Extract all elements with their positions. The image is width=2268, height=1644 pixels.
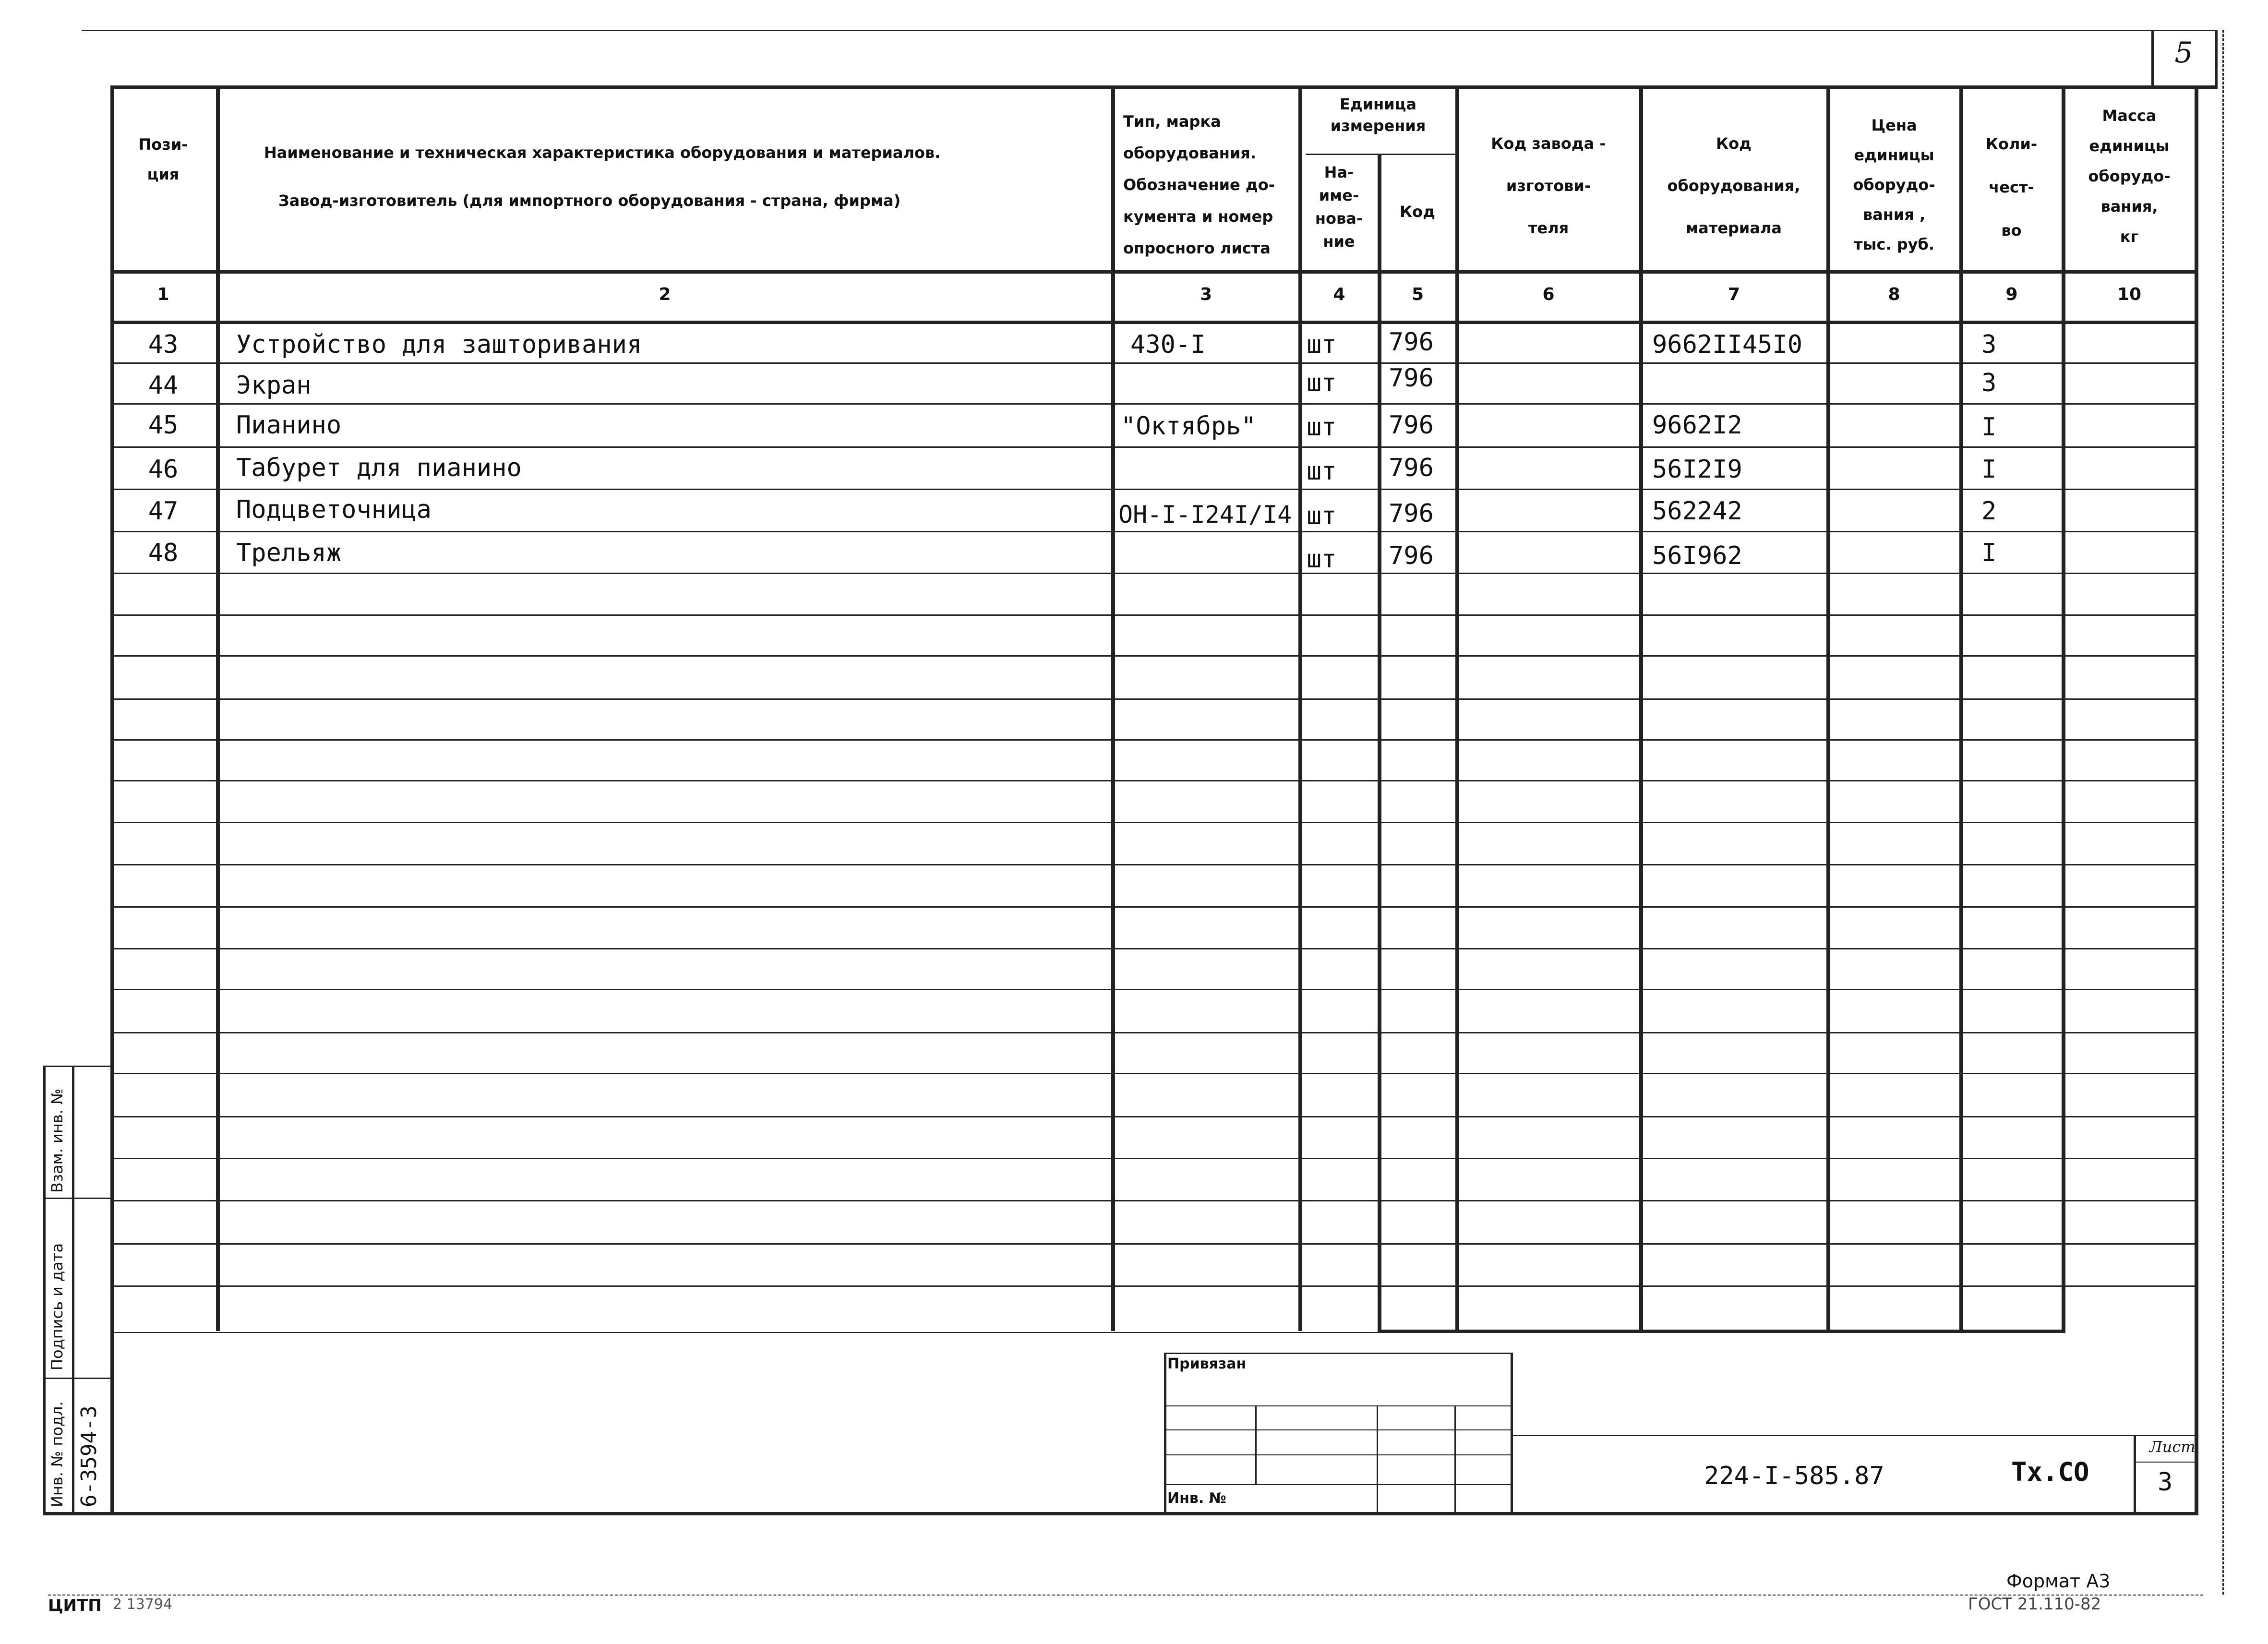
table-right-border bbox=[2195, 85, 2198, 1513]
row-rule bbox=[110, 531, 2195, 532]
column-number: 7 bbox=[1728, 285, 1740, 304]
side-label-sign-date: Подпись и дата bbox=[48, 1243, 66, 1370]
cell-type: "Октябрь" bbox=[1121, 412, 1256, 441]
side-strip-top bbox=[43, 1066, 110, 1067]
row-rule bbox=[110, 1116, 2195, 1117]
colnum-bottom-line bbox=[110, 321, 2195, 324]
col-line-3 bbox=[1298, 85, 1302, 1331]
cell-name: Табурет для пианино bbox=[236, 454, 522, 482]
row-rule bbox=[110, 822, 2195, 823]
row-rule bbox=[110, 362, 2195, 364]
cell-position: 46 bbox=[148, 455, 179, 484]
row-rule bbox=[110, 1158, 2195, 1159]
header-bottom-line bbox=[110, 270, 2195, 274]
cell-quantity: I bbox=[1981, 539, 1997, 567]
stamp-col-3 bbox=[1454, 1405, 1456, 1513]
stamp-attached-top bbox=[1164, 1353, 1512, 1354]
row-rule bbox=[110, 1032, 2195, 1033]
header-unit-group: Единица измерения bbox=[1330, 95, 1426, 135]
cell-unit: шт bbox=[1307, 413, 1337, 442]
sheet-label: Лист bbox=[2149, 1438, 2196, 1456]
column-number: 8 bbox=[1888, 285, 1900, 304]
cell-equipment-code: 56I962 bbox=[1652, 541, 1742, 570]
header-position: Пози- ция bbox=[138, 135, 188, 183]
stamp-inv-label: Инв. № bbox=[1167, 1490, 1226, 1507]
cell-unit-code: 796 bbox=[1389, 328, 1434, 357]
row-rule bbox=[110, 739, 2195, 741]
column-number: 9 bbox=[2005, 285, 2018, 304]
stamp-attached-label: Привязан bbox=[1167, 1356, 1247, 1372]
table-end-line bbox=[110, 1332, 1378, 1333]
column-number: 3 bbox=[1200, 285, 1212, 304]
cell-unit: шт bbox=[1307, 457, 1337, 486]
cell-unit: шт bbox=[1307, 545, 1337, 574]
sheet-value: 3 bbox=[2158, 1468, 2173, 1497]
doc-code: 224-I-585.87 bbox=[1704, 1462, 1884, 1490]
cell-name: Устройство для зашторивания bbox=[236, 330, 642, 359]
row-rule bbox=[110, 403, 2195, 405]
column-number: 10 bbox=[2117, 285, 2142, 304]
stamp-left bbox=[1164, 1353, 1166, 1513]
column-number: 4 bbox=[1333, 285, 1345, 304]
stamp-line-2 bbox=[1164, 1429, 1512, 1430]
footer-dash-line bbox=[48, 1595, 2203, 1596]
doc-mark: Тх.СО bbox=[2011, 1457, 2089, 1487]
row-rule bbox=[110, 614, 2195, 616]
cell-type: 430-I bbox=[1130, 330, 1206, 359]
header-name: Наименование и техническая характеристика оборудования и материалов. Завод-изготовитель (для импортного оборудования - страна, фирма) bbox=[264, 144, 941, 210]
column-number: 2 bbox=[659, 285, 671, 304]
side-label-interchange: Взам. инв. № bbox=[48, 1088, 66, 1193]
header-mass: Масса единицы оборудо- вания, кг bbox=[2088, 107, 2171, 246]
side-strip-divider-2 bbox=[43, 1378, 110, 1379]
row-rule bbox=[110, 655, 2195, 657]
cell-unit-code: 796 bbox=[1389, 411, 1434, 440]
sheet-cell-left bbox=[2134, 1435, 2136, 1513]
cell-position: 45 bbox=[148, 411, 179, 440]
stamp-line-4 bbox=[1164, 1484, 1512, 1485]
right-cut-line bbox=[2222, 30, 2224, 1595]
row-rule bbox=[110, 1285, 2195, 1287]
column-number: 5 bbox=[1411, 285, 1424, 304]
frame-bottom-border bbox=[43, 1512, 2198, 1515]
side-inv-value: 6-3594-3 bbox=[77, 1405, 101, 1507]
cell-equipment-code: 9662I2 bbox=[1652, 411, 1742, 440]
footer-left-num: 2 13794 bbox=[113, 1596, 173, 1613]
stamp-col-1 bbox=[1255, 1405, 1257, 1485]
footer-left: ЦИТП bbox=[48, 1596, 102, 1615]
row-rule bbox=[110, 989, 2195, 990]
cell-position: 48 bbox=[148, 539, 179, 567]
row-rule bbox=[110, 1073, 2195, 1074]
sheet-cell-divider bbox=[2134, 1462, 2196, 1463]
col-line-8 bbox=[1959, 85, 1963, 1332]
cell-name: Экран bbox=[236, 371, 312, 400]
cell-position: 47 bbox=[148, 497, 179, 526]
side-strip-divider-1 bbox=[43, 1198, 110, 1199]
col-line-9 bbox=[2062, 85, 2065, 1332]
column-number: 6 bbox=[1542, 285, 1555, 304]
cell-quantity: I bbox=[1981, 455, 1997, 484]
header-price: Цена единицы оборудо- вания , тыс. руб. bbox=[1853, 116, 1935, 253]
side-label-inv-orig: Инв. № подл. bbox=[48, 1401, 66, 1507]
cell-name: Пианино bbox=[236, 411, 342, 440]
col-line-2 bbox=[1111, 85, 1115, 1331]
cell-unit: шт bbox=[1307, 369, 1337, 397]
col-line-7 bbox=[1826, 85, 1830, 1332]
cell-position: 44 bbox=[148, 371, 179, 400]
side-strip-inner bbox=[72, 1066, 74, 1512]
cell-unit-code: 796 bbox=[1389, 541, 1434, 570]
row-rule bbox=[110, 1243, 2195, 1245]
cell-position: 43 bbox=[148, 330, 179, 359]
row-rule bbox=[110, 864, 2195, 865]
header-unit-name: На- име- нова- ние bbox=[1315, 163, 1363, 251]
col-line-1 bbox=[216, 85, 220, 1331]
cell-quantity: I bbox=[1981, 413, 1997, 442]
row-rule bbox=[110, 906, 2195, 908]
header-mfr-code: Код завода - изготови- теля bbox=[1491, 134, 1606, 237]
cell-equipment-code: 562242 bbox=[1652, 497, 1742, 526]
footer-format: Формат А3 bbox=[2006, 1571, 2111, 1592]
row-rule bbox=[110, 573, 2195, 574]
stamp-col-2 bbox=[1377, 1405, 1378, 1513]
cell-unit-code: 796 bbox=[1389, 454, 1434, 482]
cell-equipment-code: 56I2I9 bbox=[1652, 455, 1742, 484]
row-rule bbox=[110, 780, 2195, 781]
header-unit-code: Код bbox=[1400, 203, 1435, 221]
doc-code-top bbox=[1512, 1435, 2198, 1436]
stamp-line-1 bbox=[1164, 1405, 1512, 1406]
header-type: Тип, марка оборудования. Обозначение до- кумента и номер опросного листа bbox=[1123, 112, 1275, 257]
column-number: 1 bbox=[157, 285, 169, 304]
cell-unit: шт bbox=[1307, 330, 1337, 359]
header-quantity: Коли- чест- во bbox=[1985, 135, 2038, 240]
cell-equipment-code: 9662II45I0 bbox=[1652, 330, 1803, 359]
col-line-5 bbox=[1455, 85, 1459, 1332]
code-block-bottom bbox=[1378, 1330, 2065, 1333]
cell-quantity: 3 bbox=[1981, 369, 1997, 397]
sheet-number: 5 bbox=[2174, 36, 2193, 70]
row-rule bbox=[110, 698, 2195, 700]
row-rule bbox=[110, 489, 2195, 490]
cell-unit-code: 796 bbox=[1389, 364, 1434, 393]
header-equipment-code: Код оборудования, материала bbox=[1667, 134, 1800, 237]
stamp-right bbox=[1511, 1353, 1513, 1513]
table-top-border bbox=[110, 85, 2218, 89]
top-border-line bbox=[82, 30, 2218, 31]
cell-name: Трельяж bbox=[236, 539, 342, 567]
cell-name: Подцветочница bbox=[236, 495, 432, 524]
col-line-6 bbox=[1639, 85, 1643, 1332]
side-strip-outer bbox=[43, 1066, 46, 1512]
row-rule bbox=[110, 1200, 2195, 1201]
col-line-4 bbox=[1378, 154, 1381, 1332]
cell-quantity: 3 bbox=[1981, 330, 1997, 359]
stamp-line-3 bbox=[1164, 1454, 1512, 1455]
cell-unit-code: 796 bbox=[1389, 499, 1434, 528]
cell-unit: шт bbox=[1307, 502, 1337, 530]
row-rule bbox=[110, 446, 2195, 448]
cell-quantity: 2 bbox=[1981, 497, 1997, 526]
row-rule bbox=[110, 948, 2195, 949]
footer-gost: ГОСТ 21.110-82 bbox=[1968, 1595, 2101, 1614]
cell-type: ОН-I-I24I/I4 bbox=[1118, 501, 1292, 528]
